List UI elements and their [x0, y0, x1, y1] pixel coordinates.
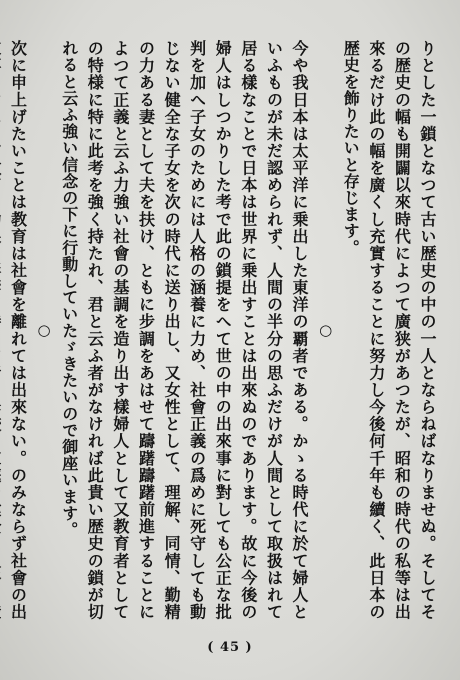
paragraph-1: りとした一鎖となつて古い歴史の中の一人とならねばなりませぬ。そしてその歴史の幅も開闢以來時代によつて廣狭があつたが、昭和の時代の私等は出來るだけ此の幅を廣くし充實することに努力し今後何千年も續く、此日本の歴史を飾りたいと存じます。 — [341, 40, 437, 620]
page-number: ( 45 ) — [207, 640, 253, 655]
circle-section-mark-icon: ○ — [316, 320, 335, 340]
circle-section-mark-icon: ○ — [35, 320, 54, 340]
vertical-text-body — [8, 40, 440, 620]
paragraph-2: 今や我日本は太平洋に乗出した東洋の覇者である。かゝる時代に於て婦人といふものが未だ認められず、人間の半分の思ふだけが人間として取扱はれて居る樣なことで日本は世界に乗出すことは出來ぬのであります。故に今後の婦人はしつかりした考で此の鎖提をへて世の中の出來事に對しても公正な批判を加へ子女のためには人格の涵養に力め、社會正義の爲めに死守しても動じない健全な子女を次の時代に送り出し、又女性として、理解、同情、勤精の力ある妻として夫を扶け、ともに步調をあはせて躊躇躊躇前進することによつて正義と云ふ力強い社會の基調を造り出す樣婦人として又教育者としての特様に特に此考を強く持たれ、君と云ふ者がなければ此貴い歴史の鎖が切れると云ふ強い信念の下に行動していたゞきたいので御座います。 — [59, 40, 310, 620]
paragraph-3: 次に申上げたいことは教育は社會を離れては出來ない。のみならず社會の出 — [8, 40, 28, 620]
